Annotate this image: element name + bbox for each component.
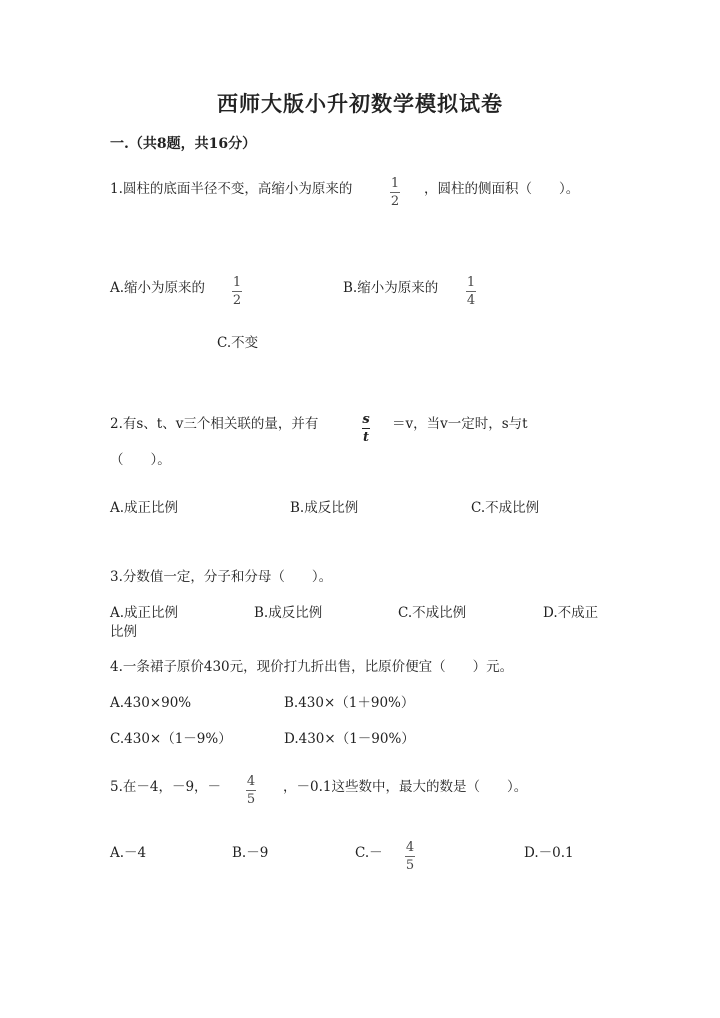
fraction-denominator: 4 — [466, 293, 476, 308]
option-a[interactable]: A.－4 — [110, 845, 147, 861]
option-b[interactable]: B.成反比例 — [290, 500, 359, 516]
fraction-bar — [466, 291, 476, 292]
fraction-numerator: 1 — [466, 275, 476, 290]
option-c[interactable]: C.不成比例 — [471, 500, 540, 516]
question-2-stem-end: ＝v，当v一定时，s与t — [392, 416, 528, 432]
option-c[interactable]: C.430×（1－9%） — [110, 731, 232, 747]
option-c[interactable]: C.－ — [355, 845, 383, 861]
fraction-bar — [390, 192, 400, 193]
option-d-wrap: 比例 — [110, 624, 137, 640]
fraction-numerator: 4 — [405, 840, 415, 855]
fraction-numerator: 1 — [390, 176, 400, 191]
page-title: 西师大版小升初数学模拟试卷 — [217, 91, 503, 116]
question-1-stem-start: 1.圆柱的底面半径不变，高缩小为原来的 — [110, 181, 353, 197]
question-5-fraction — [246, 774, 256, 807]
option-a[interactable]: A.430×90% — [110, 695, 192, 711]
question-1-stem-end: ，圆柱的侧面积（ ）。 — [424, 181, 580, 197]
question-4-stem: 4.一条裙子原价430元，现价打九折出售，比原价便宜（ ）元。 — [110, 659, 514, 675]
option-b[interactable]: B.缩小为原来的 — [343, 280, 439, 296]
option-a[interactable]: A.成正比例 — [110, 605, 179, 621]
fraction-denominator: 5 — [246, 792, 256, 807]
option-b[interactable]: B.成反比例 — [254, 605, 323, 621]
fraction-denominator: 5 — [405, 858, 415, 873]
question-2-fraction — [362, 412, 370, 445]
question-2-answer-blank: （ ）。 — [110, 452, 171, 468]
section-heading: 一.（共8题，共16分） — [110, 136, 257, 152]
fraction-bar — [405, 856, 415, 857]
fraction-denominator: 2 — [232, 293, 242, 308]
option-b-fraction — [466, 275, 476, 308]
fraction-bar — [362, 428, 370, 429]
option-b[interactable]: B.430×（1＋90%） — [284, 695, 415, 711]
option-d[interactable]: D.不成正 — [543, 605, 599, 621]
option-c-fraction — [405, 840, 415, 873]
option-d[interactable]: D.－0.1 — [524, 845, 574, 861]
fraction-bar — [232, 291, 242, 292]
question-5-stem-start: 5.在－4，－9，－ — [110, 779, 222, 795]
option-a-fraction — [232, 275, 242, 308]
option-c[interactable]: C.不成比例 — [398, 605, 467, 621]
fraction-bar — [246, 790, 256, 791]
question-2-stem-start: 2.有s、t、v三个相关联的量，并有 — [110, 416, 319, 432]
question-5-stem-end: ，－0.1这些数中，最大的数是（ ）。 — [283, 779, 528, 795]
fraction-numerator: 4 — [246, 774, 256, 789]
fraction-numerator: 1 — [232, 275, 242, 290]
question-1-fraction — [390, 176, 400, 209]
fraction-denominator: t — [362, 430, 369, 445]
fraction-denominator: 2 — [390, 194, 400, 209]
fraction-numerator: s — [362, 412, 370, 427]
question-3-stem: 3.分数值一定，分子和分母（ ）。 — [110, 569, 333, 585]
option-a[interactable]: A.成正比例 — [110, 500, 179, 516]
option-d[interactable]: D.430×（1－90%） — [284, 731, 415, 747]
option-b[interactable]: B.－9 — [232, 845, 269, 861]
option-a[interactable]: A.缩小为原来的 — [110, 280, 206, 296]
option-c[interactable]: C.不变 — [217, 335, 259, 351]
